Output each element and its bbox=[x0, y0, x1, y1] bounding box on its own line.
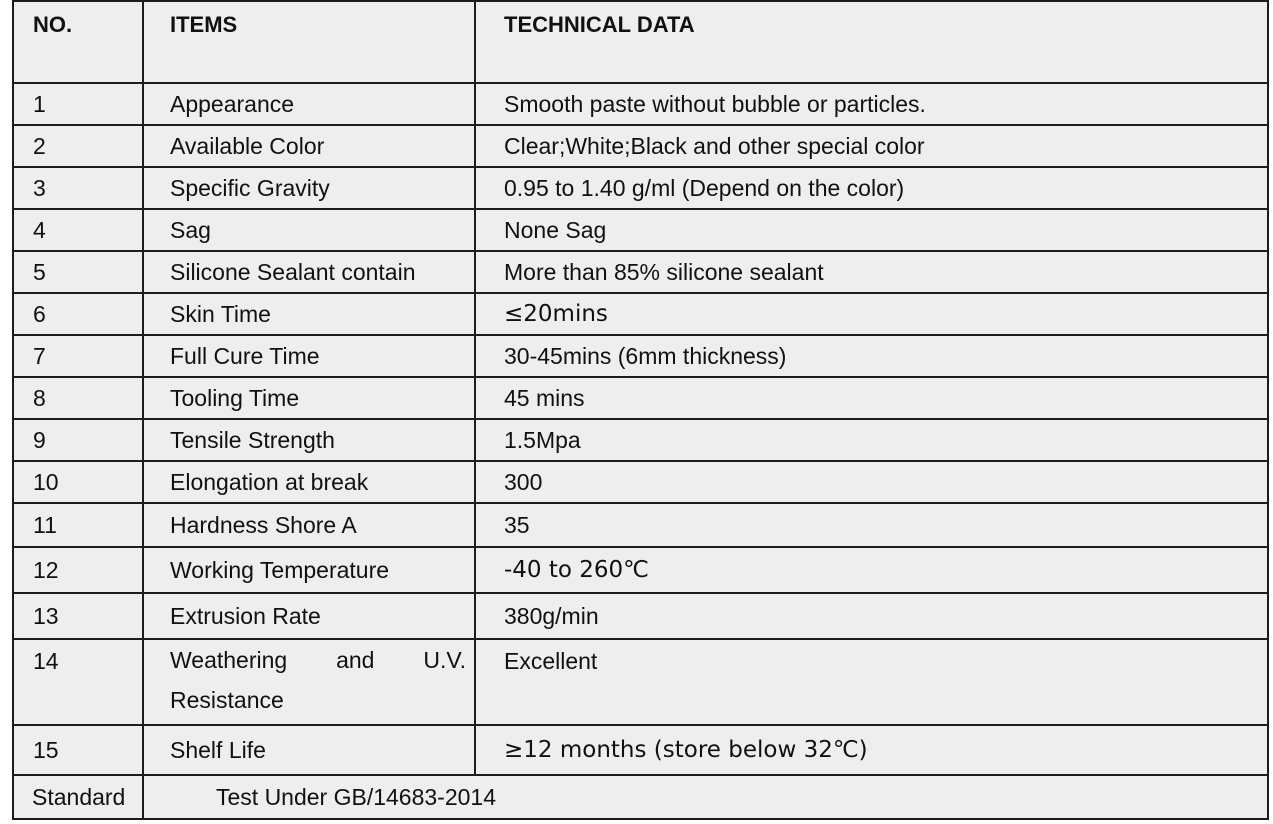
row-data: More than 85% silicone sealant bbox=[475, 251, 1268, 293]
row-number: 12 bbox=[13, 547, 143, 593]
row-number: 6 bbox=[13, 293, 143, 335]
table-row bbox=[13, 335, 1268, 377]
standard-label: Standard bbox=[13, 775, 143, 819]
header-technical-data: TECHNICAL DATA bbox=[475, 1, 1268, 83]
table-row bbox=[13, 377, 1268, 419]
row-data: 380g/min bbox=[475, 593, 1268, 639]
row-item: Tensile Strength bbox=[143, 419, 475, 461]
row-number: 11 bbox=[13, 503, 143, 547]
row-item: Specific Gravity bbox=[143, 167, 475, 209]
row-data: 45 mins bbox=[475, 377, 1268, 419]
table-row bbox=[13, 167, 1268, 209]
row-data: Smooth paste without bubble or particles. bbox=[475, 83, 1268, 125]
table-row bbox=[13, 209, 1268, 251]
row-item: Available Color bbox=[143, 125, 475, 167]
header-no: NO. bbox=[13, 1, 143, 83]
row-number: 7 bbox=[13, 335, 143, 377]
row-data: ≥12 months (store below 32℃) bbox=[475, 725, 1268, 775]
table-header-row bbox=[13, 1, 1268, 83]
table-row bbox=[13, 251, 1268, 293]
row-data: 35 bbox=[475, 503, 1268, 547]
row-item: Extrusion Rate bbox=[143, 593, 475, 639]
row-data: 30-45mins (6mm thickness) bbox=[475, 335, 1268, 377]
row-item: Elongation at break bbox=[143, 461, 475, 503]
row-item: Working Temperature bbox=[143, 547, 475, 593]
table-row bbox=[13, 293, 1268, 335]
row-data: None Sag bbox=[475, 209, 1268, 251]
row-number: 9 bbox=[13, 419, 143, 461]
table-row bbox=[13, 83, 1268, 125]
row-number: 4 bbox=[13, 209, 143, 251]
row-data: Excellent bbox=[475, 639, 1268, 725]
row-data: -40 to 260℃ bbox=[475, 547, 1268, 593]
table-row bbox=[13, 125, 1268, 167]
row-data: 300 bbox=[475, 461, 1268, 503]
row-item: Appearance bbox=[143, 83, 475, 125]
row-number: 14 bbox=[13, 639, 143, 725]
row-number: 1 bbox=[13, 83, 143, 125]
table-row bbox=[13, 639, 1268, 725]
row-number: 8 bbox=[13, 377, 143, 419]
table-row bbox=[13, 725, 1268, 775]
standard-value: Test Under GB/14683-2014 bbox=[143, 775, 1268, 819]
row-number: 5 bbox=[13, 251, 143, 293]
row-item: Silicone Sealant contain bbox=[143, 251, 475, 293]
row-number: 15 bbox=[13, 725, 143, 775]
technical-data-table bbox=[12, 0, 1269, 820]
row-number: 13 bbox=[13, 593, 143, 639]
row-data: 0.95 to 1.40 g/ml (Depend on the color) bbox=[475, 167, 1268, 209]
table-row bbox=[13, 593, 1268, 639]
row-item: Shelf Life bbox=[143, 725, 475, 775]
row-item: Sag bbox=[143, 209, 475, 251]
row-data: ≤20mins bbox=[475, 293, 1268, 335]
table-row bbox=[13, 547, 1268, 593]
row-number: 10 bbox=[13, 461, 143, 503]
row-item: Tooling Time bbox=[143, 377, 475, 419]
row-item: Skin Time bbox=[143, 293, 475, 335]
row-data: 1.5Mpa bbox=[475, 419, 1268, 461]
table-row bbox=[13, 503, 1268, 547]
row-item: Full Cure Time bbox=[143, 335, 475, 377]
row-number: 2 bbox=[13, 125, 143, 167]
row-data: Clear;White;Black and other special color bbox=[475, 125, 1268, 167]
table-row bbox=[13, 461, 1268, 503]
standard-row bbox=[13, 775, 1268, 819]
table-row bbox=[13, 419, 1268, 461]
header-items: ITEMS bbox=[143, 1, 475, 83]
row-item: Weathering and U.V. Resistance bbox=[143, 639, 475, 725]
row-item: Hardness Shore A bbox=[143, 503, 475, 547]
row-number: 3 bbox=[13, 167, 143, 209]
